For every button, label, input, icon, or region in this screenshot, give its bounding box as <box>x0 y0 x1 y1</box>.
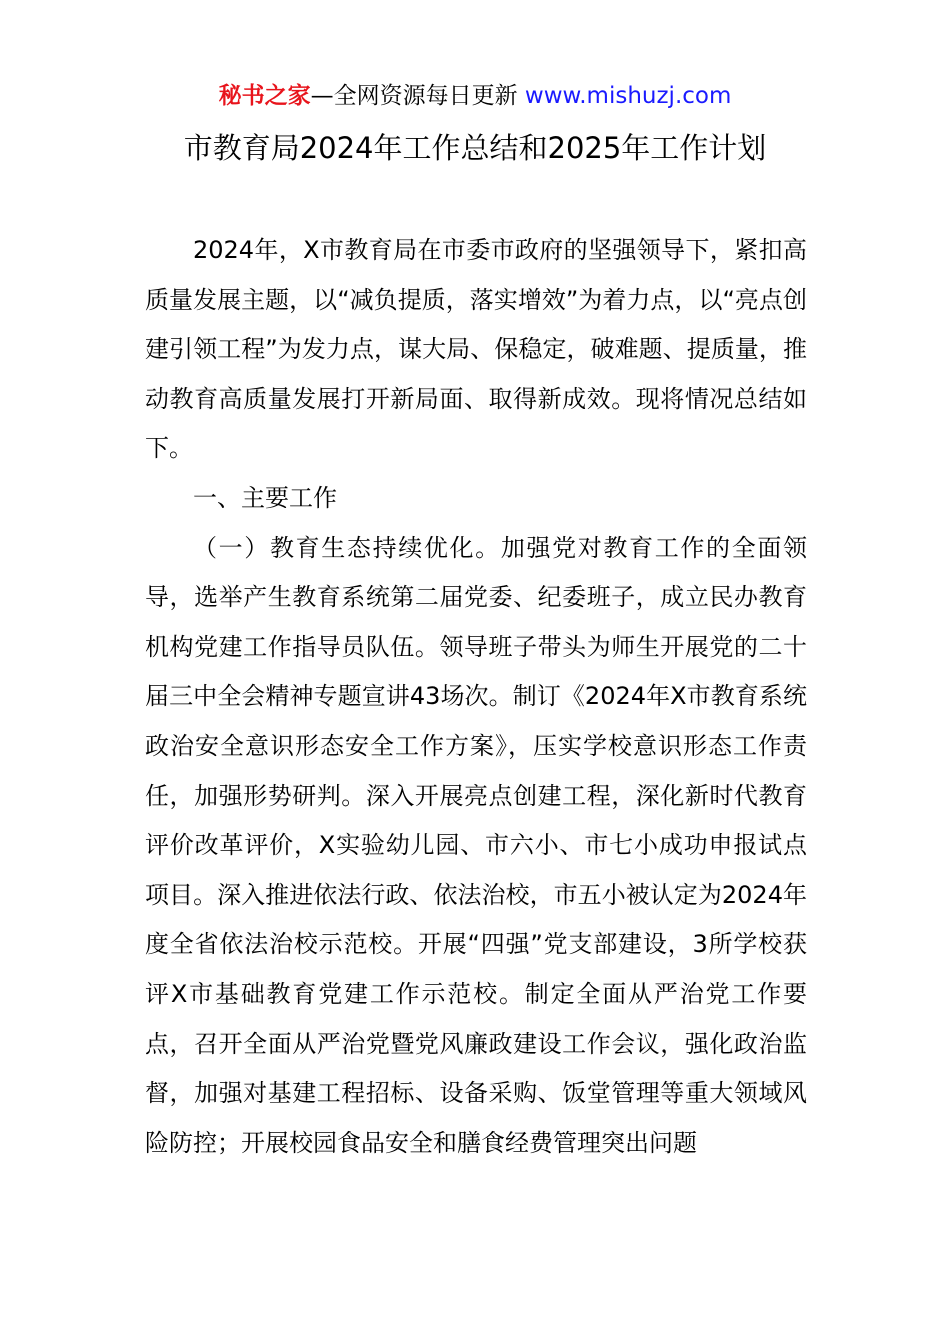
document-body <box>145 226 807 1168</box>
header-tagline: —全网资源每日更新 <box>310 83 525 109</box>
site-header <box>0 80 950 112</box>
site-url-link[interactable]: www.mishuzj.com <box>524 83 732 109</box>
intro-paragraph: 2024年，X市教育局在市委市政府的坚强领导下，紧扣高质量发展主题，以“减负提质，落实增效”为着力点，以“亮点创建引领工程”为发力点，谋大局、保稳定，破难题、提质量，推动教育高质量发展打开新局面、取得新成效。现将情况总结如下。 <box>145 236 807 463</box>
document-title: 市教育局2024年工作总结和2025年工作计划 <box>183 131 767 165</box>
brand-name: 秘书之家 <box>218 83 311 109</box>
section-heading: 一、主要工作 <box>193 483 337 512</box>
body-paragraph: （一）教育生态持续优化。加强党对教育工作的全面领导，选举产生教育系统第二届党委、纪委班子，成立民办教育机构党建工作指导员队伍。领导班子带头为师生开展党的二十届三中全会精神专题宣讲43场次。制订《2024年X市教育系统政治安全意识形态安全工作方案》，压实学校意识形态工作责任，加强形势研判。深入开展亮点创建工程，深化新时代教育评价改革评价，X实验幼儿园、市六小、市七小成功申报试点项目。深入推进依法行政、依法治校，市五小被认定为2024年度全省依法治校示范校。开展“四强”党支部建设，3所学校获评X市基础教育党建工作示范校。制定全面从严治党工作要点，召开全面从严治党暨党风廉政建设工作会议，强化政治监督，加强对基建工程招标、设备采购、饭堂管理等重大领域风险防控；开展校园食品安全和膳食经费管理突出问题 <box>145 533 807 1157</box>
